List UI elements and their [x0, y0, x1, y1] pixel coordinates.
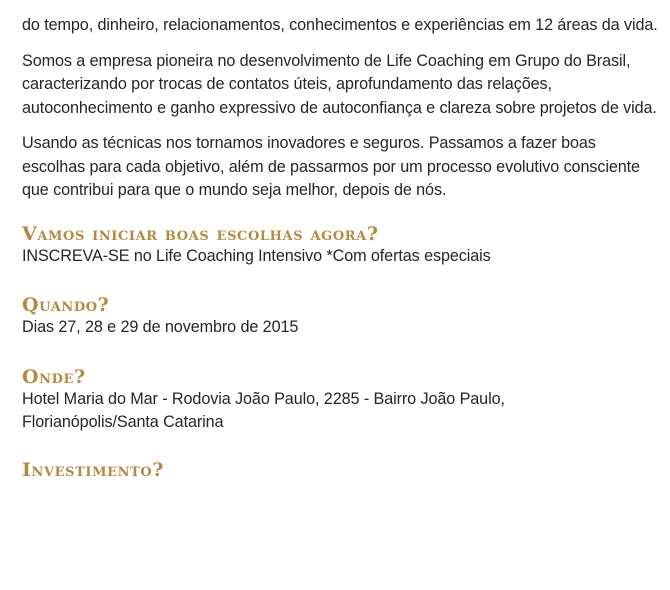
signup-text: INSCREVA-SE no Life Coaching Intensivo *Com ofertas especiais — [22, 246, 491, 265]
event-dates: Dias 27, 28 e 29 de novembro de 2015 — [22, 318, 299, 336]
section-start — [22, 223, 662, 269]
event-location — [22, 388, 662, 435]
section-heading-start: Vamos iniciar boas escolhas agora? — [22, 222, 379, 245]
intro-paragraph-continuation: do tempo, dinheiro, relacionamentos, conhecimentos e experiências em 12 áreas da vida. — [22, 16, 658, 34]
section-where — [22, 366, 662, 435]
section-when — [22, 294, 662, 340]
techniques-paragraph: Usando as técnicas nos tornamos inovadores e seguros. Passamos a fazer boas escolhas para cada objetivo, além de passarmos por um processo evolutivo consciente que contribui para que o mundo seja melhor, depois de nós. — [22, 134, 640, 199]
section-heading-when: Quando? — [22, 294, 110, 316]
section-investment — [22, 459, 662, 481]
section-heading-where: Onde? — [22, 365, 86, 388]
company-paragraph: Somos a empresa pioneira no desenvolvimento de Life Coaching em Grupo do Brasil, caracterizando por trocas de contatos úteis, aprofundamento das relações, autoconhecimento e ganho expressivo de autoconfiança e clareza sobre projetos de vida. — [22, 51, 657, 117]
location-line-2: Florianópolis/Santa Catarina — [22, 413, 224, 431]
location-line-1: Hotel Maria do Mar - Rodovia João Paulo, 2285 - Bairro João Paulo, — [22, 389, 505, 408]
article-content — [22, 14, 662, 481]
section-heading-investment: Investimento? — [22, 458, 165, 481]
